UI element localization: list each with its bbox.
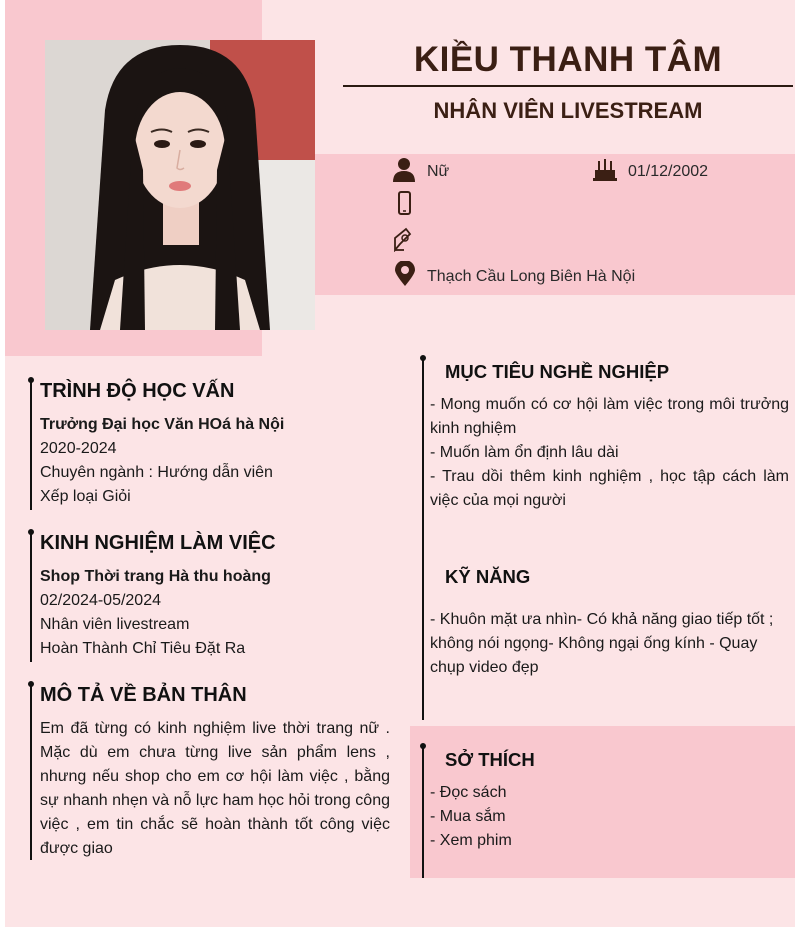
experience-period: 02/2024-05/2024 <box>40 592 161 609</box>
job-title: NHÂN VIÊN LIVESTREAM <box>433 98 703 123</box>
email-icon <box>392 226 416 252</box>
birthdate-value: 01/12/2002 <box>628 163 709 180</box>
location-icon <box>393 261 417 287</box>
objective-line-1: - Mong muốn có cơ hội làm việc trong môi trưởng kinh nghiệm <box>430 396 789 437</box>
hobbies-heading: SỞ THÍCH <box>445 749 535 770</box>
portrait-illustration <box>45 40 315 330</box>
experience-details <box>40 565 271 661</box>
skills-text: - Khuôn mặt ưa nhìn- Có khả năng giao tiếp tốt ; không nói ngọng- Không ngại ống kính - Quay chụp video đẹp <box>430 611 774 676</box>
about-timeline <box>30 684 32 860</box>
hobby-item: - Mua sắm <box>430 808 506 825</box>
education-major: Chuyên ngành : Hướng dẫn viên <box>40 464 273 481</box>
education-period: 2020-2024 <box>40 440 117 457</box>
education-school: Trưởng Đại học Văn HOá hà Nội <box>40 416 285 433</box>
about-heading: MÔ TẢ VỀ BẢN THÂN <box>40 684 247 706</box>
education-heading: TRÌNH ĐỘ HỌC VẤN <box>40 380 235 402</box>
education-details <box>40 413 284 509</box>
hobby-item: - Đọc sách <box>430 784 507 801</box>
objective-heading: MỤC TIÊU NGHỀ NGHIỆP <box>445 361 670 382</box>
experience-result: Hoàn Thành Chỉ Tiêu Đặt Ra <box>40 640 246 657</box>
phone-icon <box>393 190 417 216</box>
hobby-item: - Xem phim <box>430 832 512 849</box>
profile-photo <box>45 40 315 330</box>
right-column-timeline <box>422 358 424 720</box>
gender-value: Nữ <box>427 163 450 180</box>
objective-line-2: - Muốn làm ổn định lâu dài <box>430 444 619 461</box>
person-icon <box>392 157 416 183</box>
candidate-name: KIỀU THANH TÂM <box>413 40 723 79</box>
hobbies-list <box>430 781 512 853</box>
experience-company: Shop Thời trang Hà thu hoàng <box>40 568 271 585</box>
education-grade: Xếp loại Giỏi <box>40 488 131 505</box>
experience-role: Nhân viên livestream <box>40 616 190 633</box>
cake-icon <box>593 157 617 183</box>
experience-timeline <box>30 532 32 662</box>
objective-line-3: - Trau dồi thêm kinh nghiệm , học tập cách làm việc của mọi người <box>430 468 789 509</box>
objective-details <box>430 393 789 513</box>
about-text: Em đã từng có kinh nghiệm live thời trang nữ . Mặc dù em chưa từng live sản phẩm lens , nhưng nếu shop cho em cơ hội làm việc , bằng sự nhanh nhẹn và nỗ lực ham học hỏi trong công việc , em tin chắc sẽ hoàn thành tốt công việc được giao <box>40 720 390 857</box>
education-timeline <box>30 380 32 510</box>
address-value: Thạch Cầu Long Biên Hà Nội <box>427 268 636 285</box>
name-divider <box>343 85 793 87</box>
skills-heading: KỸ NĂNG <box>445 566 531 587</box>
hobbies-timeline <box>422 746 424 878</box>
experience-heading: KINH NGHIỆM LÀM VIỆC <box>40 532 276 554</box>
